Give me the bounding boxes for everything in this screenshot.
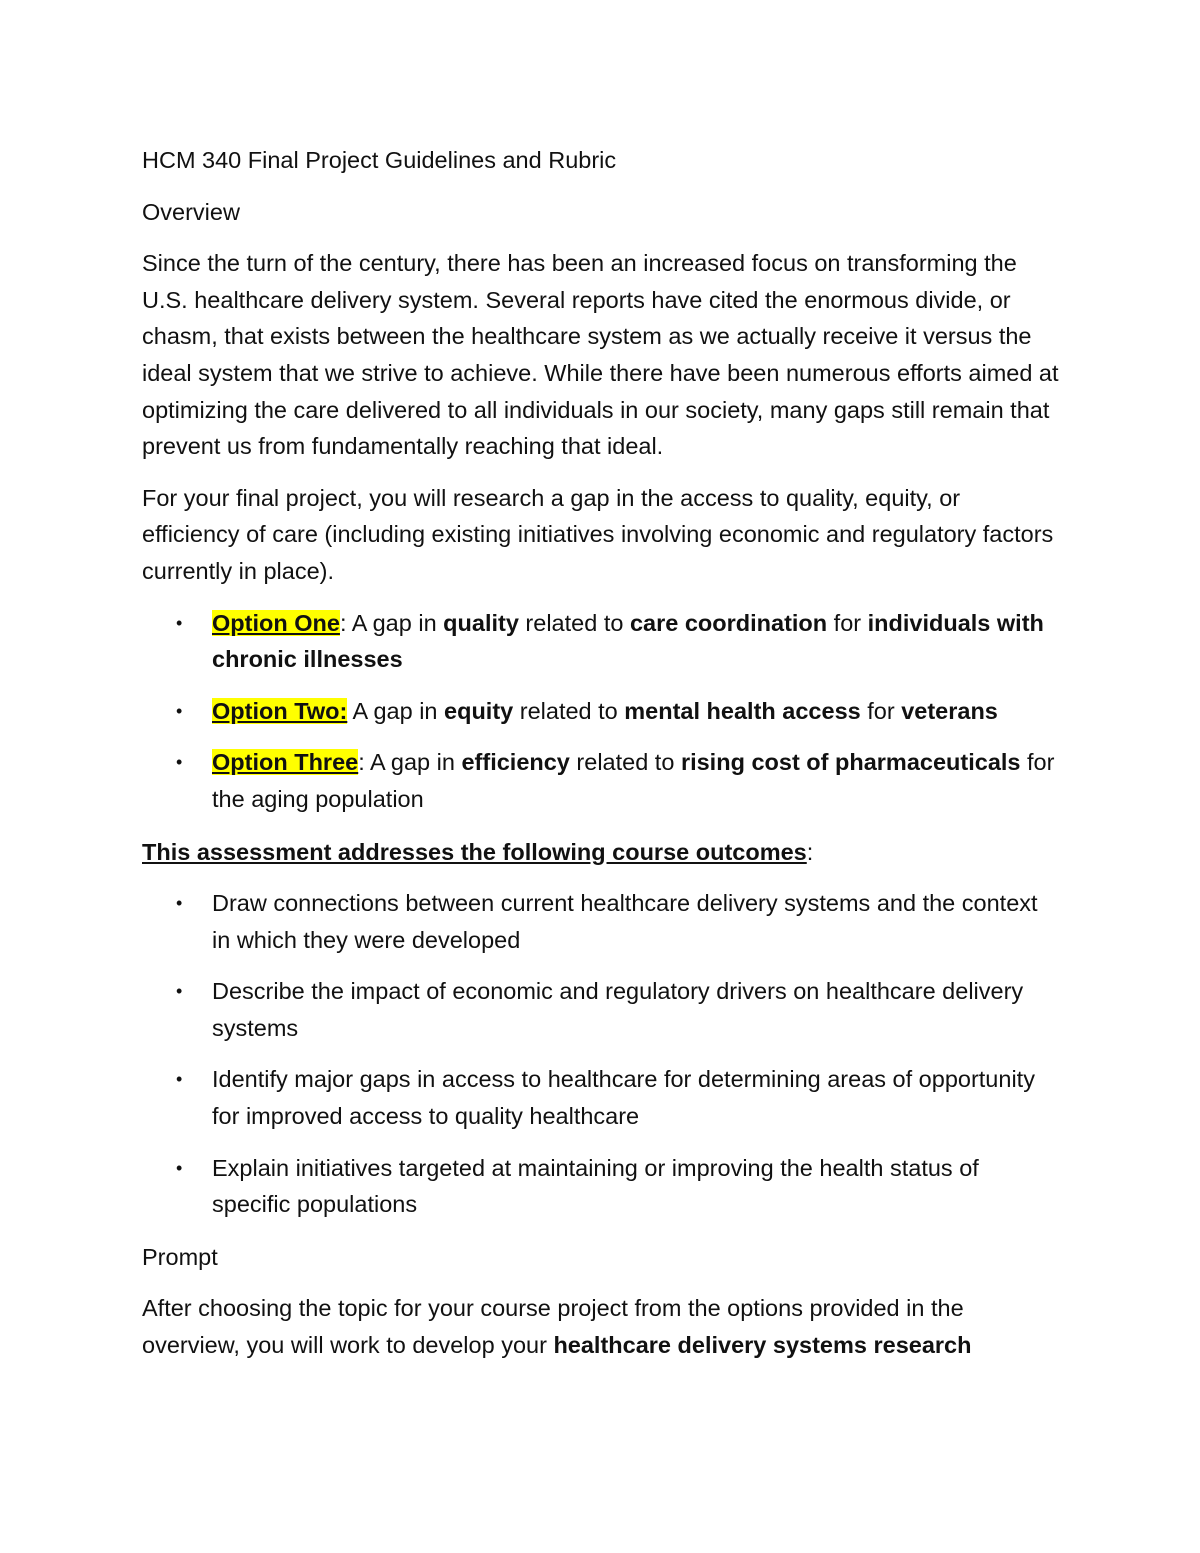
option-bold: care coordination [629, 609, 828, 636]
prompt-text: After choosing the topic for your course project from the options provided in the overview, you will work to develop your [142, 1295, 964, 1359]
option-text: A gap in [364, 749, 462, 776]
option-text: related to [518, 609, 630, 636]
option-text: related to [513, 697, 625, 724]
bullet-icon: • [176, 612, 183, 633]
overview-heading: Overview [142, 198, 240, 225]
prompt-heading: Prompt [142, 1243, 218, 1270]
document-title: HCM 340 Final Project Guidelines and Rubric [142, 147, 617, 173]
prompt-paragraph [142, 1290, 1062, 1363]
outcome-text: Identify major gaps in access to healthcare for determining areas of opportunity for improved access to quality healthcare [212, 1066, 1035, 1130]
option-bold: mental health access [624, 697, 861, 724]
outcome-text: Draw connections between current healthcare delivery systems and the context in which they were developed [212, 890, 1038, 953]
bullet-icon: • [176, 981, 183, 1002]
option-bold: veterans [901, 697, 998, 724]
list-item [142, 1061, 1062, 1134]
project-paragraph: For your final project, you will research a gap in the access to quality, equity, or efficiency of care (including existing initiatives involving economic and regulatory factors currently in place). [142, 484, 1054, 584]
list-item [142, 693, 1062, 730]
outcome-text: Describe the impact of economic and regulatory drivers on healthcare delivery systems [212, 978, 1024, 1041]
outcome-text: Explain initiatives targeted at maintaining or improving the health status of specific populations [212, 1154, 979, 1218]
outcomes-heading-colon: : [806, 838, 814, 865]
option-label-suffix: : [339, 609, 347, 636]
option-label: Option One [212, 609, 340, 636]
bullet-icon: • [176, 1069, 183, 1090]
outcomes-heading-text: This assessment addresses the following course outcomes [142, 838, 807, 865]
overview-paragraph: Since the turn of the century, there has been an increased focus on transforming the U.S. healthcare delivery system. Several reports have cited the enormous divide, or chasm, that exists between the healthcare system as we actually receive it versus the ideal system that we strive to achieve. While there have been numerous efforts aimed at optimizing the care delivered to all individuals in our society, many gaps still remain that prevent us from fundamentally reaching that ideal. [142, 250, 1059, 460]
bullet-icon: • [176, 893, 183, 914]
option-text: for [860, 697, 902, 724]
document-body [142, 142, 1062, 1379]
option-bold: equity [444, 697, 514, 724]
bullet-icon: • [176, 700, 183, 721]
list-item [142, 885, 1062, 958]
option-label: Option Three [212, 749, 359, 776]
option-bold: quality [443, 609, 519, 636]
list-item [142, 605, 1062, 678]
list-item [142, 1150, 1062, 1223]
option-label-text: Option Two [212, 697, 340, 724]
option-text: A gap in [347, 697, 445, 724]
bullet-icon: • [176, 1157, 183, 1178]
bullet-icon: • [176, 752, 183, 773]
prompt-bold: healthcare delivery systems research [553, 1332, 972, 1359]
option-label-suffix: : [358, 749, 365, 776]
option-label [212, 698, 347, 724]
option-bold: efficiency [461, 749, 570, 776]
option-text: A gap in [346, 609, 444, 636]
option-text: related to [569, 749, 681, 776]
outcomes-list [142, 885, 1062, 1223]
list-item [142, 973, 1062, 1046]
option-bold: individuals with chronic illnesses [212, 609, 1044, 673]
option-bold: rising cost of pharmaceuticals [680, 749, 1021, 776]
options-list [142, 605, 1062, 818]
option-text: for [827, 609, 868, 636]
option-text: for the aging population [212, 749, 1055, 812]
list-item [142, 744, 1062, 817]
option-label-suffix: : [339, 697, 348, 724]
outcomes-heading [142, 834, 1062, 871]
